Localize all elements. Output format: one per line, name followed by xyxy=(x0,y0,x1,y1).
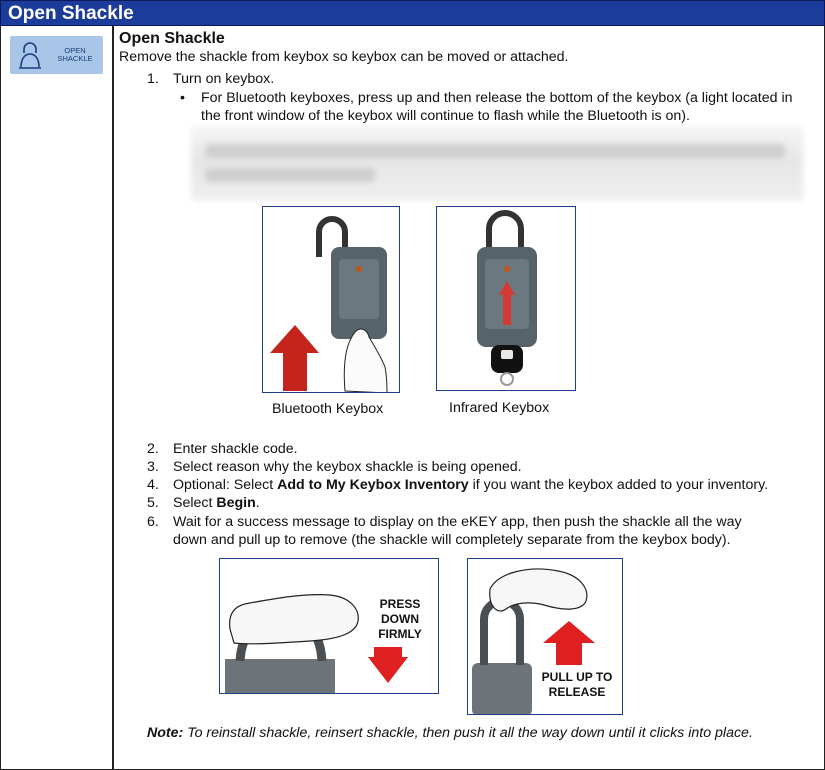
bluetooth-keybox-illustration xyxy=(263,207,400,393)
step-text xyxy=(173,494,260,512)
step-number: 3. xyxy=(147,459,159,475)
step-number: 5. xyxy=(147,495,159,511)
infrared-keybox-caption: Infrared Keybox xyxy=(449,400,550,416)
step-number: 1. xyxy=(147,71,159,87)
pull-up-label xyxy=(530,670,623,700)
sidebar-column xyxy=(1,26,114,769)
open-shackle-tile xyxy=(10,36,103,74)
bullet-symbol: • xyxy=(180,90,185,106)
press-line1: PRESS xyxy=(379,597,421,611)
tile-label-line2: SHACKLE xyxy=(57,54,93,63)
step4-suffix: if you want the keybox added to your inventory. xyxy=(468,477,769,493)
note-label: Note: xyxy=(147,725,184,741)
note-text xyxy=(147,725,753,741)
note-body: To reinstall shackle, reinsert shackle, then push it all the way down until it clicks into place. xyxy=(183,725,753,741)
infrared-keybox-illustration xyxy=(437,207,576,391)
pull-up-image xyxy=(467,558,623,715)
press-line2: DOWN xyxy=(381,612,419,626)
bullet-text: For Bluetooth keyboxes, press up and then release the bottom of the keybox (a light located in the front window of the keybox will continue to flash while the Bluetooth is on). xyxy=(201,90,793,124)
step5-bold: Begin xyxy=(216,495,256,511)
pull-line1: PULL UP TO xyxy=(541,670,613,684)
step6-line1: Wait for a success message to display on the eKEY app, then push the shackle all the way xyxy=(173,514,742,530)
blurred-region xyxy=(191,126,803,201)
tile-label-line1: OPEN xyxy=(64,45,86,55)
step-number: 6. xyxy=(147,514,159,530)
press-down-image xyxy=(219,558,439,694)
infrared-keybox-image xyxy=(436,206,576,391)
press-down-label xyxy=(370,597,430,642)
page-heading: Open Shackle xyxy=(119,30,225,47)
bluetooth-keybox-image xyxy=(262,206,400,393)
bluetooth-keybox-caption: Bluetooth Keybox xyxy=(272,401,384,417)
tile-label xyxy=(50,47,100,64)
step5-prefix: Select xyxy=(173,495,217,511)
section-title: Open Shackle xyxy=(8,3,134,24)
pull-line2: RELEASE xyxy=(548,685,606,699)
step-text xyxy=(173,476,768,494)
step-number: 4. xyxy=(147,477,159,493)
padlock-person-icon xyxy=(10,36,50,74)
step-number: 2. xyxy=(147,441,159,457)
step-text: Turn on keybox. xyxy=(173,71,275,87)
step-text xyxy=(173,513,742,549)
step4-bold: Add to My Keybox Inventory xyxy=(277,477,469,493)
intro-text: Remove the shackle from keybox so keybox can be moved or attached. xyxy=(119,49,569,65)
section-header xyxy=(0,0,825,26)
content-table xyxy=(0,26,825,770)
step6-line2: down and pull up to remove (the shackle will completely separate from the keybox body). xyxy=(173,532,731,548)
step-text: Enter shackle code. xyxy=(173,441,298,457)
step-text: Select reason why the keybox shackle is being opened. xyxy=(173,459,522,475)
step4-prefix: Optional: Select xyxy=(173,477,278,493)
step5-suffix: . xyxy=(255,495,260,511)
press-line3: FIRMLY xyxy=(378,627,422,641)
